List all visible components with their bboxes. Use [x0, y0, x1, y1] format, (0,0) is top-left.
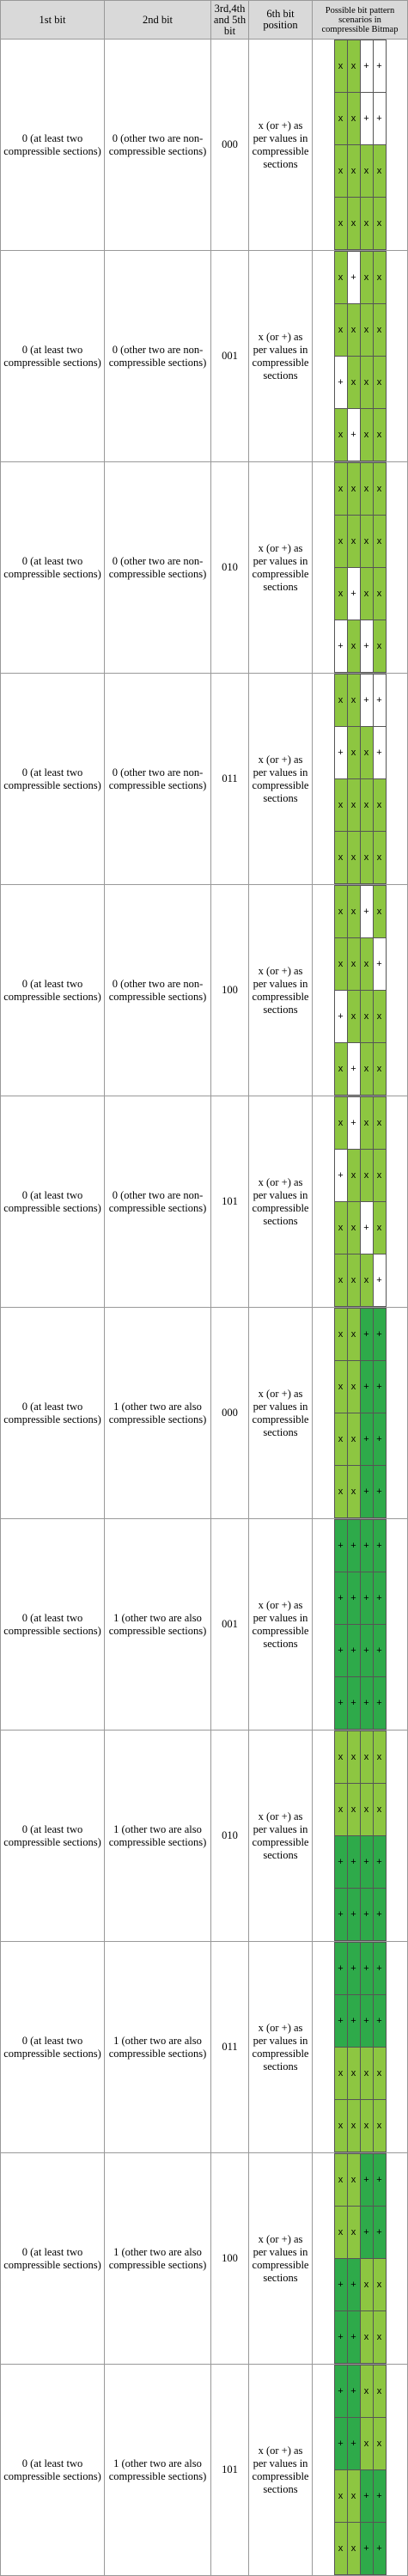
bitmap-grid [334, 2153, 387, 2364]
table-row [1, 1519, 408, 1731]
bitmap-cell: x [360, 2100, 373, 2152]
bitmap-cell: + [373, 1625, 386, 1677]
bitmap-cell: + [360, 1943, 373, 1995]
bitmap-cell: x [360, 1150, 373, 1202]
cell-6th-bit: x (or +) as per values in compressible sections [249, 885, 313, 1096]
bitmap-cell: + [373, 1520, 386, 1572]
cell-6th-bit: x (or +) as per values in compressible sections [249, 1308, 313, 1519]
bitmap-cell: + [360, 1836, 373, 1889]
bitmap-cell: x [347, 2154, 360, 2207]
cell-bitmap [313, 674, 408, 885]
bitmap-cell: x [373, 568, 386, 620]
cell-bitmap [313, 1308, 408, 1519]
bitmap-cell: x [347, 1309, 360, 1361]
bitmap-cell: x [334, 1254, 347, 1307]
bitmap-cell: x [334, 409, 347, 461]
cell-345-bit: 011 [211, 1942, 249, 2153]
cell-2nd-bit: 1 (other two are also compressible sections) [105, 2153, 211, 2365]
bitmap-grid [334, 40, 387, 250]
bitmap-cell: x [360, 252, 373, 304]
cell-1st-bit: 0 (at least two compressible sections) [1, 2365, 105, 2576]
cell-345-bit: 101 [211, 1096, 249, 1308]
cell-1st-bit: 0 (at least two compressible sections) [1, 40, 105, 251]
bitmap-cell: x [347, 886, 360, 938]
header-6th-bit: 6th bit position [249, 1, 313, 40]
bitmap-cell: x [334, 1466, 347, 1518]
cell-345-bit: 000 [211, 40, 249, 251]
bitmap-grid [334, 1519, 387, 1730]
bitmap-cell: + [334, 1572, 347, 1625]
bitmap-cell: x [373, 1202, 386, 1254]
bitmap-cell: + [373, 1361, 386, 1413]
cell-2nd-bit: 0 (other two are non-compressible sections) [105, 40, 211, 251]
bitmap-cell: x [360, 198, 373, 250]
cell-2nd-bit: 0 (other two are non-compressible sections) [105, 251, 211, 462]
bitmap-cell: x [334, 1202, 347, 1254]
bitmap-cell: x [360, 145, 373, 198]
cell-6th-bit: x (or +) as per values in compressible sections [249, 251, 313, 462]
bitmap-cell: x [334, 1731, 347, 1784]
bitmap-cell: x [360, 2259, 373, 2311]
cell-1st-bit: 0 (at least two compressible sections) [1, 251, 105, 462]
bitmap-grid [334, 1096, 387, 1307]
cell-bitmap [313, 1731, 408, 1942]
bitmap-cell: + [334, 1625, 347, 1677]
bitmap-cell: x [334, 145, 347, 198]
bitmap-cell: x [360, 304, 373, 357]
cell-1st-bit: 0 (at least two compressible sections) [1, 1942, 105, 2153]
bitmap-grid [334, 1308, 387, 1518]
bitmap-cell: x [334, 938, 347, 991]
bitmap-cell: x [360, 727, 373, 779]
cell-bitmap [313, 1519, 408, 1731]
cell-345-bit: 101 [211, 2365, 249, 2576]
bitmap-cell: x [347, 40, 360, 93]
bitmap-cell: + [373, 1572, 386, 1625]
bitmap-cell: x [334, 675, 347, 727]
table-row [1, 2365, 408, 2576]
bitmap-cell: x [373, 1731, 386, 1784]
bitmap-cell: x [373, 2311, 386, 2364]
bitmap-cell: x [334, 1413, 347, 1466]
bitmap-cell: x [347, 2048, 360, 2100]
cell-345-bit: 010 [211, 462, 249, 674]
bitmap-cell: + [360, 2154, 373, 2207]
bitmap-cell: x [334, 252, 347, 304]
cell-bitmap [313, 885, 408, 1096]
bitmap-cell: x [347, 727, 360, 779]
cell-bitmap [313, 2153, 408, 2365]
bitmap-cell: + [373, 1677, 386, 1730]
bitmap-cell: + [334, 727, 347, 779]
bitmap-cell: x [334, 93, 347, 145]
bitmap-cell: + [334, 2311, 347, 2364]
bitmap-cell: + [373, 938, 386, 991]
bitmap-cell: x [373, 1784, 386, 1836]
cell-6th-bit: x (or +) as per values in compressible sections [249, 2365, 313, 2576]
table-row [1, 40, 408, 251]
bitmap-cell: + [334, 1889, 347, 1941]
bitmap-cell: + [360, 1995, 373, 2048]
cell-6th-bit: x (or +) as per values in compressible sections [249, 40, 313, 251]
table-row [1, 1308, 408, 1519]
bitmap-cell: + [334, 1995, 347, 2048]
header-345-bit: 3rd,4th and 5th bit [211, 1, 249, 40]
bitmap-cell: + [334, 2365, 347, 2418]
cell-6th-bit: x (or +) as per values in compressible sections [249, 1731, 313, 1942]
cell-345-bit: 001 [211, 251, 249, 462]
bitmap-cell: x [373, 409, 386, 461]
bitmap-cell: x [360, 2311, 373, 2364]
bitmap-cell: x [360, 1097, 373, 1150]
bitmap-cell: x [347, 675, 360, 727]
cell-2nd-bit: 1 (other two are also compressible sections) [105, 1731, 211, 1942]
bitmap-cell: x [373, 145, 386, 198]
cell-1st-bit: 0 (at least two compressible sections) [1, 674, 105, 885]
bitmap-cell: + [360, 40, 373, 93]
cell-345-bit: 001 [211, 1519, 249, 1731]
bitmap-cell: x [373, 198, 386, 250]
cell-bitmap [313, 1096, 408, 1308]
bitmap-cell: + [347, 2418, 360, 2470]
table-row [1, 1731, 408, 1942]
bitmap-cell: x [347, 516, 360, 568]
bitmap-cell: x [373, 463, 386, 516]
cell-2nd-bit: 0 (other two are non-compressible sections) [105, 674, 211, 885]
bitmap-cell: + [360, 2207, 373, 2259]
bitmap-cell: + [360, 1309, 373, 1361]
cell-bitmap [313, 2365, 408, 2576]
bitmap-cell: + [347, 2365, 360, 2418]
bitmap-cell: + [373, 727, 386, 779]
bitmap-cell: x [360, 516, 373, 568]
bitmap-cell: + [360, 1625, 373, 1677]
cell-2nd-bit: 1 (other two are also compressible sections) [105, 2365, 211, 2576]
cell-2nd-bit: 0 (other two are non-compressible sections) [105, 462, 211, 674]
bitmap-cell: + [347, 1677, 360, 1730]
bitmap-cell: + [347, 409, 360, 461]
bitmap-cell: x [360, 1254, 373, 1307]
bitmap-cell: + [373, 2154, 386, 2207]
bitmap-cell: x [334, 2048, 347, 2100]
bitmap-cell: + [373, 1836, 386, 1889]
bitmap-cell: + [334, 1943, 347, 1995]
bitmap-cell: + [373, 1889, 386, 1941]
cell-2nd-bit: 1 (other two are also compressible sections) [105, 1308, 211, 1519]
bitmap-cell: x [334, 516, 347, 568]
bitmap-cell: x [360, 409, 373, 461]
bitmap-cell: x [334, 1784, 347, 1836]
bitmap-cell: x [347, 1254, 360, 1307]
bitmap-cell: x [347, 991, 360, 1043]
bitmap-cell: x [373, 252, 386, 304]
bitmap-cell: + [373, 675, 386, 727]
bitmap-cell: + [360, 675, 373, 727]
bitmap-cell: x [334, 832, 347, 884]
cell-6th-bit: x (or +) as per values in compressible sections [249, 2153, 313, 2365]
bitmap-cell: + [360, 1413, 373, 1466]
bitmap-cell: + [347, 1889, 360, 1941]
bitmap-cell: + [347, 1625, 360, 1677]
bitmap-cell: + [334, 991, 347, 1043]
cell-2nd-bit: 0 (other two are non-compressible sections) [105, 885, 211, 1096]
cell-bitmap [313, 251, 408, 462]
header-row [1, 1, 408, 40]
bitmap-cell: + [347, 1043, 360, 1096]
bitmap-cell: x [360, 832, 373, 884]
bitmap-cell: x [360, 1784, 373, 1836]
bitmap-cell: + [360, 1572, 373, 1625]
bitmap-cell: x [373, 357, 386, 409]
bitmap-cell: x [373, 779, 386, 832]
bitmap-cell: + [360, 1361, 373, 1413]
cell-bitmap [313, 462, 408, 674]
cell-345-bit: 000 [211, 1308, 249, 1519]
bitmap-cell: x [334, 198, 347, 250]
table-row [1, 1942, 408, 2153]
bitmap-cell: + [360, 1466, 373, 1518]
bitmap-cell: x [334, 2470, 347, 2523]
cell-345-bit: 100 [211, 885, 249, 1096]
bitmap-cell: x [334, 2154, 347, 2207]
bitmap-cell: x [373, 1150, 386, 1202]
bitmap-cell: + [347, 1836, 360, 1889]
bitmap-grid [334, 1731, 387, 1941]
bitmap-cell: + [360, 2470, 373, 2523]
bitmap-cell: x [347, 1150, 360, 1202]
cell-6th-bit: x (or +) as per values in compressible sections [249, 1519, 313, 1731]
bitmap-cell: + [373, 1309, 386, 1361]
bitmap-cell: + [373, 2470, 386, 2523]
cell-1st-bit: 0 (at least two compressible sections) [1, 885, 105, 1096]
bitmap-cell: x [347, 93, 360, 145]
bitmap-cell: + [373, 93, 386, 145]
cell-2nd-bit: 1 (other two are also compressible sections) [105, 1519, 211, 1731]
bitmap-cell: x [373, 304, 386, 357]
cell-1st-bit: 0 (at least two compressible sections) [1, 462, 105, 674]
bitmap-cell: + [334, 1150, 347, 1202]
cell-345-bit: 010 [211, 1731, 249, 1942]
bitmap-cell: x [373, 2418, 386, 2470]
bitmap-cell: + [334, 1836, 347, 1889]
bitmap-cell: x [347, 1202, 360, 1254]
cell-1st-bit: 0 (at least two compressible sections) [1, 2153, 105, 2365]
bitmap-cell: + [334, 357, 347, 409]
cell-6th-bit: x (or +) as per values in compressible sections [249, 462, 313, 674]
bitmap-grid [334, 885, 387, 1096]
bitmap-cell: x [360, 1043, 373, 1096]
bitmap-cell: + [347, 1097, 360, 1150]
bitmap-cell: x [347, 145, 360, 198]
bitmap-cell: x [334, 40, 347, 93]
bitmap-cell: x [347, 304, 360, 357]
bitmap-cell: x [373, 516, 386, 568]
bitmap-cell: x [373, 991, 386, 1043]
cell-2nd-bit: 1 (other two are also compressible sections) [105, 1942, 211, 2153]
bitmap-cell: + [347, 2311, 360, 2364]
table-row [1, 885, 408, 1096]
cell-bitmap [313, 1942, 408, 2153]
table-row [1, 674, 408, 885]
bitmap-cell: x [347, 463, 360, 516]
cell-1st-bit: 0 (at least two compressible sections) [1, 1519, 105, 1731]
bitmap-cell: x [347, 2100, 360, 2152]
bitmap-cell: + [360, 1202, 373, 1254]
bitmap-cell: x [360, 2365, 373, 2418]
bitmap-cell: x [373, 2048, 386, 2100]
bitmap-cell: + [334, 2259, 347, 2311]
bitmap-cell: x [334, 1361, 347, 1413]
bitmap-grid [334, 462, 387, 673]
cell-1st-bit: 0 (at least two compressible sections) [1, 1096, 105, 1308]
header-1st-bit: 1st bit [1, 1, 105, 40]
bitmap-cell: x [360, 938, 373, 991]
bitmap-cell: x [360, 779, 373, 832]
cell-345-bit: 011 [211, 674, 249, 885]
header-2nd-bit: 2nd bit [105, 1, 211, 40]
bitmap-cell: + [373, 1466, 386, 1518]
cell-1st-bit: 0 (at least two compressible sections) [1, 1308, 105, 1519]
bitmap-cell: x [334, 2207, 347, 2259]
bitmap-cell: x [334, 1097, 347, 1150]
bitmap-cell: x [360, 357, 373, 409]
cell-1st-bit: 0 (at least two compressible sections) [1, 1731, 105, 1942]
bitmap-cell: x [334, 2100, 347, 2152]
bitmap-cell: + [373, 1254, 386, 1307]
bitmap-cell: + [360, 1520, 373, 1572]
bitmap-cell: + [360, 93, 373, 145]
bitmap-cell: x [360, 2048, 373, 2100]
bitmap-cell: x [334, 2523, 347, 2575]
bitmap-cell: + [360, 620, 373, 673]
cell-6th-bit: x (or +) as per values in compressible sections [249, 1096, 313, 1308]
bitmap-grid [334, 1942, 387, 2152]
bitmap-cell: + [373, 1995, 386, 2048]
table-row [1, 462, 408, 674]
table-row [1, 2153, 408, 2365]
bitmap-cell: x [373, 2259, 386, 2311]
bitmap-cell: + [347, 1943, 360, 1995]
bitmap-cell: x [347, 2523, 360, 2575]
cell-6th-bit: x (or +) as per values in compressible sections [249, 1942, 313, 2153]
bitmap-cell: x [360, 463, 373, 516]
bitmap-cell: x [347, 938, 360, 991]
bitmap-cell: + [347, 1995, 360, 2048]
table-row [1, 1096, 408, 1308]
bitmap-cell: x [347, 832, 360, 884]
bitmap-cell: x [360, 1731, 373, 1784]
cell-2nd-bit: 0 (other two are non-compressible sections) [105, 1096, 211, 1308]
bitmap-cell: x [334, 304, 347, 357]
bitmap-grid [334, 2365, 387, 2575]
bitmap-cell: x [347, 1361, 360, 1413]
bitmap-cell: x [360, 991, 373, 1043]
header-bit-pattern: Possible bit pattern scenarios in compressible Bitmap [313, 1, 408, 40]
bitmap-cell: + [347, 2259, 360, 2311]
bitmap-cell: x [334, 1309, 347, 1361]
bitmap-cell: + [373, 1943, 386, 1995]
bitmap-cell: + [360, 886, 373, 938]
bitmap-cell: + [347, 568, 360, 620]
bitmap-cell: + [373, 1413, 386, 1466]
bitmap-cell: x [373, 1043, 386, 1096]
bitmap-cell: x [334, 886, 347, 938]
bitmap-cell: + [360, 1889, 373, 1941]
bitmap-cell: x [347, 1466, 360, 1518]
bitmap-cell: x [347, 620, 360, 673]
bitmap-cell: x [347, 357, 360, 409]
bitmap-cell: x [334, 568, 347, 620]
bitmap-cell: x [347, 2470, 360, 2523]
bitmap-cell: + [373, 2523, 386, 2575]
cell-345-bit: 100 [211, 2153, 249, 2365]
bitmap-cell: x [334, 779, 347, 832]
bitmap-cell: + [334, 620, 347, 673]
bitmap-cell: x [347, 2207, 360, 2259]
bitmap-cell: x [347, 1731, 360, 1784]
bitmap-cell: + [373, 2207, 386, 2259]
bitmap-cell: x [347, 779, 360, 832]
bitmap-cell: x [347, 198, 360, 250]
cell-bitmap [313, 40, 408, 251]
bitmap-cell: x [373, 2100, 386, 2152]
bitmap-cell: + [347, 252, 360, 304]
table-row [1, 251, 408, 462]
cell-6th-bit: x (or +) as per values in compressible sections [249, 674, 313, 885]
bitmap-cell: x [334, 1043, 347, 1096]
bitmap-cell: x [373, 832, 386, 884]
bitmap-cell: x [347, 1784, 360, 1836]
bitmap-cell: + [347, 1572, 360, 1625]
bitmap-cell: x [373, 620, 386, 673]
bitmap-cell: x [360, 2418, 373, 2470]
bitmap-cell: + [334, 1520, 347, 1572]
bitmap-cell: + [347, 1520, 360, 1572]
bitmap-cell: x [373, 1097, 386, 1150]
bitmap-cell: + [360, 1677, 373, 1730]
bitmap-cell: + [334, 2418, 347, 2470]
bitmap-cell: + [373, 40, 386, 93]
bitmap-cell: x [347, 1413, 360, 1466]
bitmap-cell: x [373, 2365, 386, 2418]
bitmap-grid [334, 674, 387, 884]
bitmap-cell: + [334, 1677, 347, 1730]
bitmap-cell: x [334, 463, 347, 516]
bitmap-cell: x [360, 568, 373, 620]
bitmap-grid [334, 251, 387, 461]
bitmap-cell: x [373, 886, 386, 938]
bitmap-cell: + [360, 2523, 373, 2575]
